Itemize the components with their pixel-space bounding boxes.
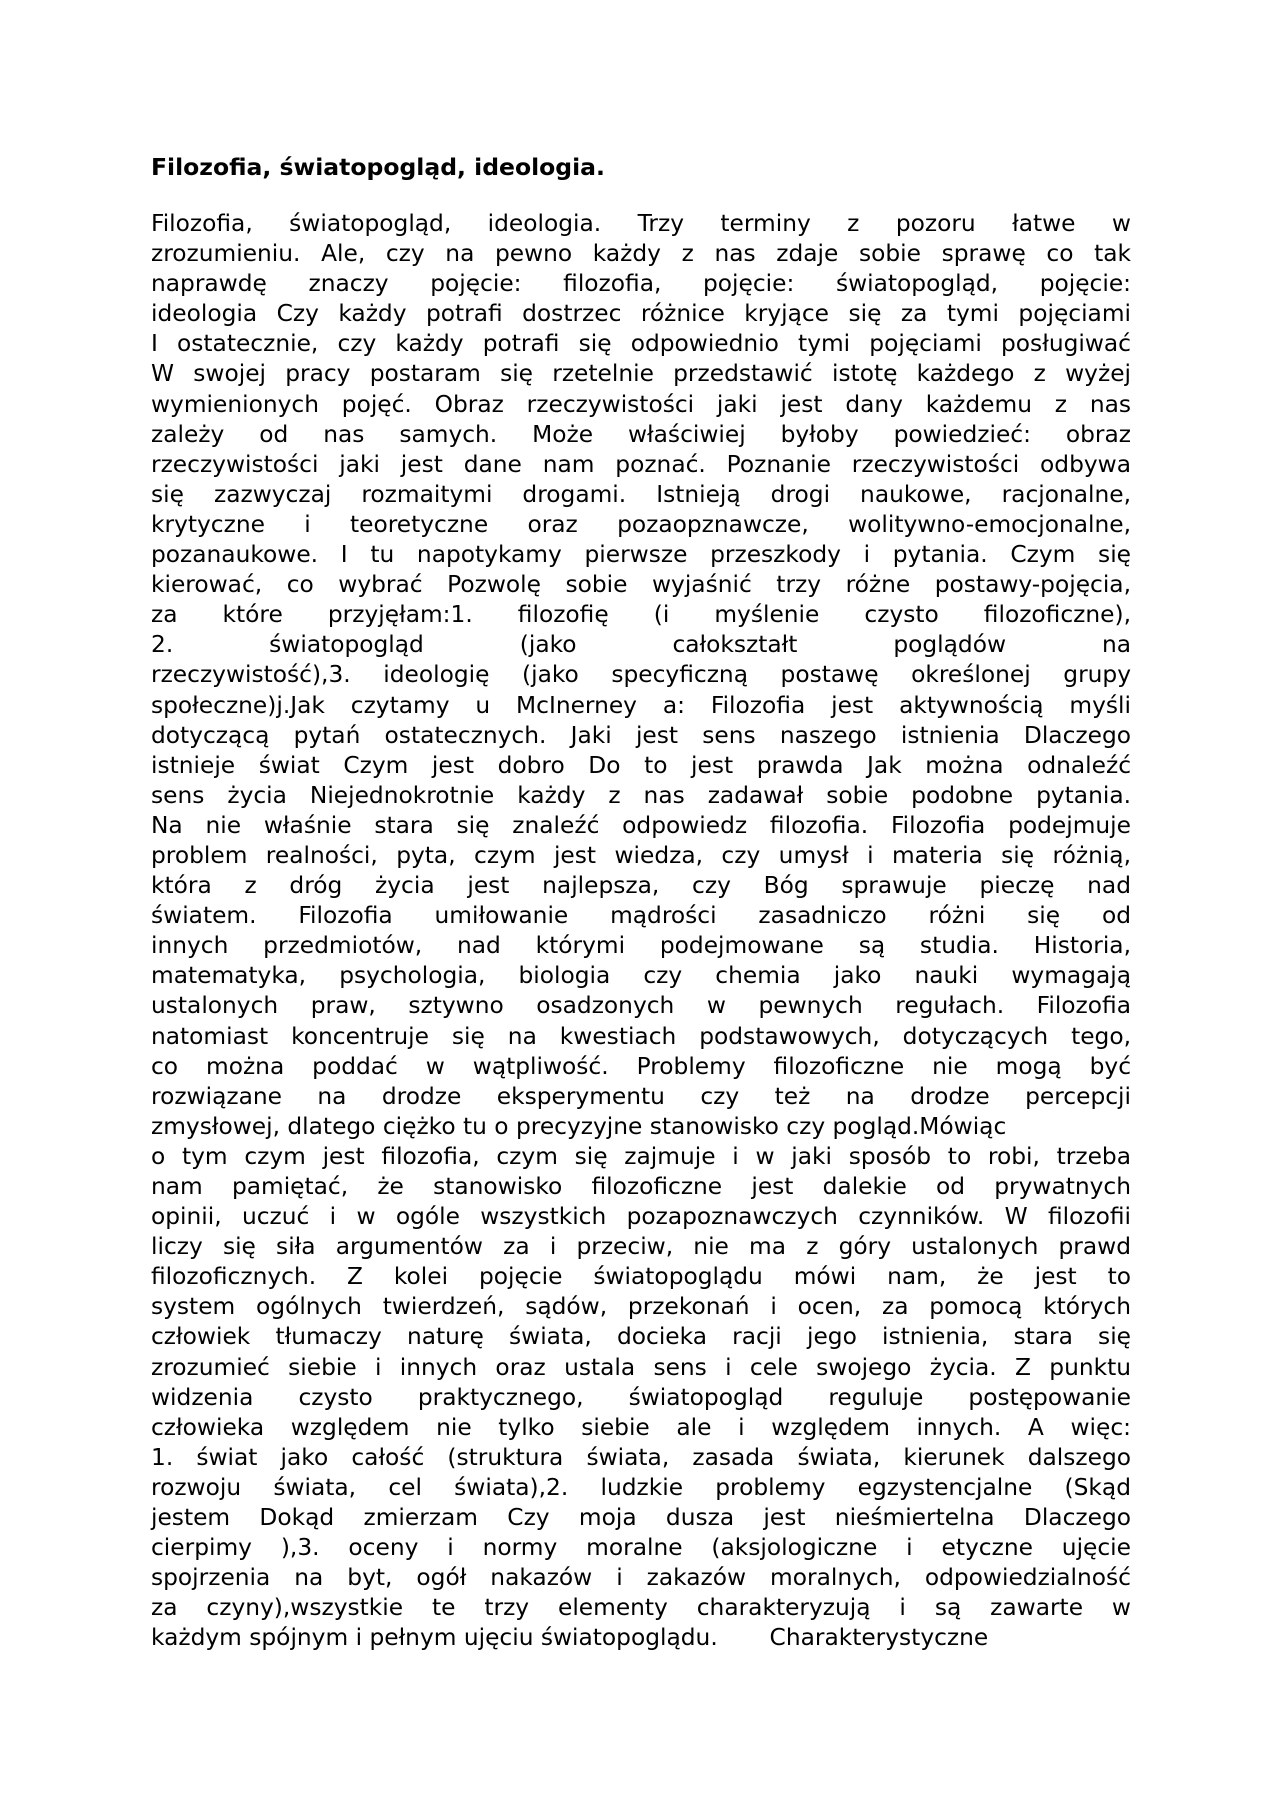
body-line: człowiek tłumaczy naturę świata, docieka racji jego istnienia, stara się [151,1323,1131,1351]
body-line: każdym spójnym i pełnym ujęciu światopoglądu. Charakterystyczne [151,1624,989,1652]
body-line: wymienionych pojęć. Obraz rzeczywistości jaki jest dany każdemu z nas [151,390,1131,418]
body-line: która z dróg życia jest najlepsza, czy Bóg sprawuje pieczę nad [151,872,1131,900]
body-line: W swojej pracy postaram się rzetelnie przedstawić istotę każdego z wyżej [151,360,1131,388]
body-line: istnieje świat Czym jest dobro Do to jest prawda Jak można odnaleźć [151,751,1131,779]
body-line: opinii, uczuć i w ogóle wszystkich pozapoznawczych czynników. W filozofii [151,1203,1131,1231]
body-line: liczy się siła argumentów za i przeciw, nie ma z góry ustalonych prawd [151,1233,1131,1261]
body-line: rozwoju świata, cel świata),2. ludzkie problemy egzystencjalne (Skąd [151,1473,1131,1501]
body-line: o tym czym jest filozofia, czym się zajmuje i w jaki sposób to robi, trzeba [151,1142,1131,1170]
body-line: Filozofia, światopogląd, ideologia. Trzy terminy z pozoru łatwe w [151,210,1131,237]
body-line: się zazwyczaj rozmaitymi drogami. Istnieją drogi naukowe, racjonalne, [151,480,1131,508]
body-line: co można poddać w wątpliwość. Problemy filozoficzne nie mogą być [151,1052,1131,1080]
body-line: rzeczywistości jaki jest dane nam poznać. Poznanie rzeczywistości odbywa [151,450,1131,478]
body-line: za które przyjęłam:1. filozofię (i myślenie czysto filozoficzne), [151,601,1131,629]
body-line: krytyczne i teoretyczne oraz pozaopznawcze, wolitywno-emocjonalne, [151,510,1131,538]
body-line: problem realności, pyta, czym jest wiedza, czy umysł i materia się różnią, [151,841,1131,869]
body-line: zależy od nas samych. Może właściwiej byłoby powiedzieć: obraz [151,420,1131,448]
body-line: zrozumieniu. Ale, czy na pewno każdy z nas zdaje sobie sprawę co tak [151,240,1131,268]
body-line: dotyczącą pytań ostatecznych. Jaki jest sens naszego istnienia Dlaczego [151,721,1131,749]
body-line: kierować, co wybrać Pozwolę sobie wyjaśnić trzy różne postawy-pojęcia, [151,571,1131,599]
document-body [151,209,1131,1654]
body-line: jestem Dokąd zmierzam Czy moja dusza jest nieśmiertelna Dlaczego [151,1504,1131,1532]
body-line: natomiast koncentruje się na kwestiach podstawowych, dotyczących tego, [151,1022,1131,1050]
body-line: widzenia czysto praktycznego, światopogląd reguluje postępowanie [151,1383,1131,1411]
body-line: I ostatecznie, czy każdy potrafi się odpowiednio tymi pojęciami posługiwać [151,330,1131,358]
body-line: światem. Filozofia umiłowanie mądrości zasadniczo różni się od [151,902,1131,930]
body-line: filozoficznych. Z kolei pojęcie światopoglądu mówi nam, że jest to [151,1263,1131,1291]
body-line: spojrzenia na byt, ogół nakazów i zakazów moralnych, odpowiedzialność [151,1564,1131,1592]
body-line: cierpimy ),3. oceny i normy moralne (aksjologiczne i etyczne ujęcie [151,1534,1131,1562]
body-line: 2. światopogląd (jako całokształt poglądów na [151,631,1131,659]
body-line: rzeczywistość),3. ideologię (jako specyficzną postawę określonej grupy [151,661,1131,689]
body-line: zrozumieć siebie i innych oraz ustala sens i cele swojego życia. Z punktu [151,1353,1131,1381]
body-line: człowieka względem nie tylko siebie ale i względem innych. A więc: [151,1413,1131,1441]
body-line: naprawdę znaczy pojęcie: filozofia, pojęcie: światopogląd, pojęcie: [151,270,1131,298]
body-line: Na nie właśnie stara się znaleźć odpowiedz filozofia. Filozofia podejmuje [151,811,1131,839]
body-line: innych przedmiotów, nad którymi podejmowane są studia. Historia, [151,932,1131,960]
body-line: sens życia Niejednokrotnie każdy z nas zadawał sobie podobne pytania. [151,781,1131,809]
body-line: nam pamiętać, że stanowisko filozoficzne jest dalekie od prywatnych [151,1173,1131,1200]
body-line: rozwiązane na drodze eksperymentu czy też na drodze percepcji [151,1082,1131,1110]
body-line: społeczne)j.Jak czytamy u McInerney a: Filozofia jest aktywnością myśli [151,691,1131,719]
body-line: ustalonych praw, sztywno osadzonych w pewnych regułach. Filozofia [151,992,1131,1020]
body-line: pozanaukowe. I tu napotykamy pierwsze przeszkody i pytania. Czym się [151,541,1131,569]
body-line: za czyny),wszystkie te trzy elementy charakteryzują i są zawarte w [151,1594,1131,1622]
body-line: zmysłowej, dlatego ciężko tu o precyzyjne stanowisko czy pogląd.Mówiąc [151,1112,1007,1140]
body-line: matematyka, psychologia, biologia czy chemia jako nauki wymagają [151,962,1131,990]
body-line: 1. świat jako całość (struktura świata, zasada świata, kierunek dalszego [151,1443,1131,1471]
document-title: Filozofia, światopogląd, ideologia. [151,153,605,181]
body-line: system ogólnych twierdzeń, sądów, przekonań i ocen, za pomocą których [151,1293,1131,1321]
body-line: ideologia Czy każdy potrafi dostrzec różnice kryjące się za tymi pojęciami [151,300,1131,328]
